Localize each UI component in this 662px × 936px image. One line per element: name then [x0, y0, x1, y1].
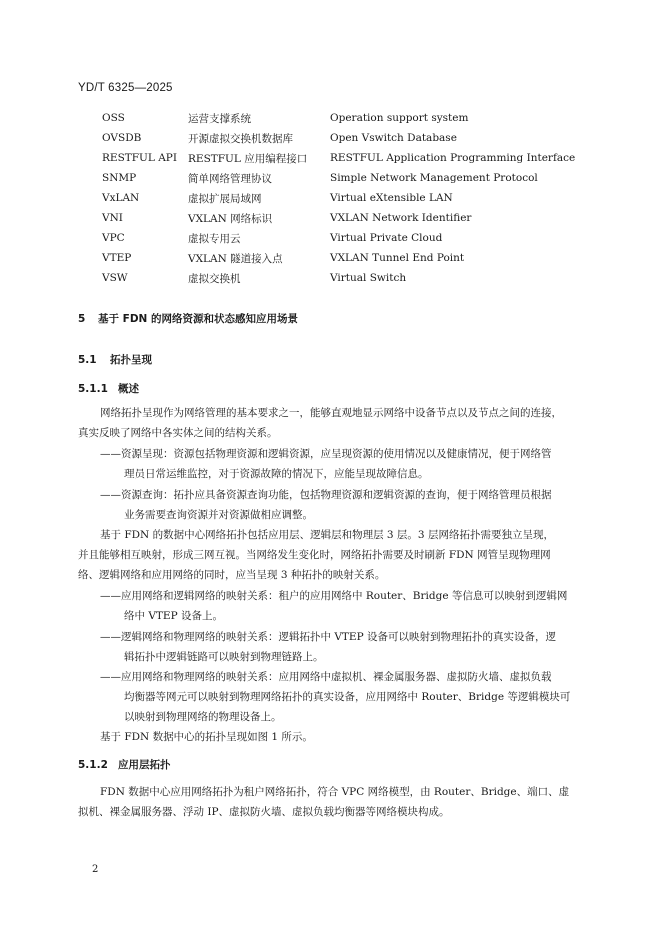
abbreviation-row — [102, 248, 602, 268]
abbreviation-chinese: VXLAN 隧道接入点 — [188, 252, 283, 265]
abbreviation-english: VXLAN Tunnel End Point — [330, 252, 465, 264]
abbreviation-term: OVSDB — [102, 132, 142, 144]
abbreviation-english: VXLAN Network Identifier — [330, 212, 472, 224]
heading-section-5-1 — [78, 352, 152, 367]
abbreviation-chinese: VXLAN 网络标识 — [188, 212, 273, 225]
abbreviation-english: RESTFUL Application Programming Interface — [330, 152, 576, 164]
abbreviation-row — [102, 108, 602, 128]
abbreviation-row — [102, 168, 602, 188]
abbreviation-row — [102, 268, 602, 288]
abbreviation-term: OSS — [102, 112, 125, 124]
heading-text: 拓扑呈现 — [110, 354, 152, 366]
list-item-resource-query: ——资源查询：拓扑应具备资源查询功能，包括物理资源和逻辑资源的查询，便于网络管理员根据 业务需要查询资源并对资源做相应调整。 — [100, 489, 552, 521]
abbreviation-english: Virtual Switch — [330, 272, 407, 284]
paragraph-three-layer: 基于 FDN 的数据中心网络拓扑包括应用层、逻辑层和物理层 3 层。3 层网络拓扑需要独立呈现， 并且能够相互映射，形成三网互视。当网络发生变化时，网络拓扑需要及时刷新 FDN 网管呈现物理网 络、逻辑网络和应用网络的同时，应当呈现 3 种拓扑的映射关系。 — [78, 529, 554, 581]
heading-section-5-1-2 — [78, 757, 171, 772]
abbreviation-chinese: 虚拟扩展局域网 — [188, 192, 262, 205]
abbreviation-row — [102, 228, 602, 248]
abbreviation-row — [102, 188, 602, 208]
paragraph-figure-reference: 基于 FDN 数据中心的拓扑呈现如图 1 所示。 — [100, 731, 313, 743]
abbreviation-term: RESTFUL API — [102, 152, 178, 164]
abbreviation-row — [102, 128, 602, 148]
heading-section-5-1-1 — [78, 381, 139, 396]
paragraph-app-topology: FDN 数据中心应用网络拓扑为租户网络拓扑，符合 VPC 网络模型，由 Router、Bridge、端口、虚 拟机、裸金属服务器、浮动 IP、虚拟防火墙、虚拟负载均衡器等网络模块构成。 — [78, 786, 570, 818]
abbreviation-chinese: RESTFUL 应用编程接口 — [188, 152, 308, 165]
paragraph-overview: 网络拓扑呈现作为网络管理的基本要求之一，能够直观地显示网络中设备节点以及节点之间的连接， 真实反映了网络中各实体之间的结构关系。 — [78, 407, 562, 439]
heading-text: 应用层拓扑 — [118, 759, 171, 771]
abbreviation-chinese: 简单网络管理协议 — [188, 172, 272, 185]
abbreviation-chinese: 虚拟专用云 — [188, 232, 241, 245]
heading-number: 5 — [78, 313, 86, 325]
list-item-app-physical-mapping: ——应用网络和物理网络的映射关系：应用网络中虚拟机、裸金属服务器、虚拟防火墙、虚拟负载 均衡器等网元可以映射到物理网络拓扑的真实设备，应用网络中 Router、Bridge 等逻辑模块可 以映射到物理网络的物理设备上。 — [100, 671, 571, 723]
abbreviation-chinese: 开源虚拟交换机数据库 — [188, 132, 293, 145]
abbreviation-row — [102, 208, 602, 228]
heading-text: 基于 FDN 的网络资源和状态感知应用场景 — [98, 313, 298, 325]
page-number: 2 — [92, 864, 99, 875]
abbreviation-chinese: 虚拟交换机 — [188, 272, 241, 285]
abbreviation-english: Operation support system — [330, 112, 469, 124]
abbreviation-chinese: 运营支撑系统 — [188, 112, 251, 125]
heading-number: 5.1.2 — [78, 759, 108, 771]
list-item-resource-display: ——资源呈现：资源包括物理资源和逻辑资源，应呈现资源的使用情况以及健康情况，便于网络管 理员日常运维监控，对于资源故障的情况下，应能呈现故障信息。 — [100, 448, 552, 480]
list-item-app-logic-mapping: ——应用网络和逻辑网络的映射关系：租户的应用网络中 Router、Bridge 等信息可以映射到逻辑网 络中 VTEP 设备上。 — [100, 590, 568, 622]
document-header: YD/T 6325—2025 — [78, 82, 173, 94]
heading-section-5 — [78, 311, 298, 326]
abbreviation-term: VTEP — [102, 252, 132, 264]
list-item-logic-physical-mapping: ——逻辑网络和物理网络的映射关系：逻辑拓扑中 VTEP 设备可以映射到物理拓扑的真实设备，逻 辑拓扑中逻辑链路可以映射到物理链路上。 — [100, 631, 556, 663]
abbreviation-english: Simple Network Management Protocol — [330, 172, 538, 184]
abbreviation-term: SNMP — [102, 172, 137, 184]
heading-number: 5.1 — [78, 354, 97, 366]
abbreviation-english: Virtual eXtensible LAN — [330, 192, 453, 204]
abbreviation-english: Virtual Private Cloud — [330, 232, 443, 244]
abbreviation-table — [102, 108, 602, 288]
abbreviation-row — [102, 148, 602, 168]
abbreviation-term: VxLAN — [102, 192, 140, 204]
abbreviation-term: VNI — [102, 212, 123, 224]
heading-text: 概述 — [118, 383, 139, 395]
abbreviation-term: VPC — [102, 232, 125, 244]
abbreviation-english: Open Vswitch Database — [330, 132, 457, 144]
heading-number: 5.1.1 — [78, 383, 108, 395]
abbreviation-term: VSW — [102, 272, 128, 284]
